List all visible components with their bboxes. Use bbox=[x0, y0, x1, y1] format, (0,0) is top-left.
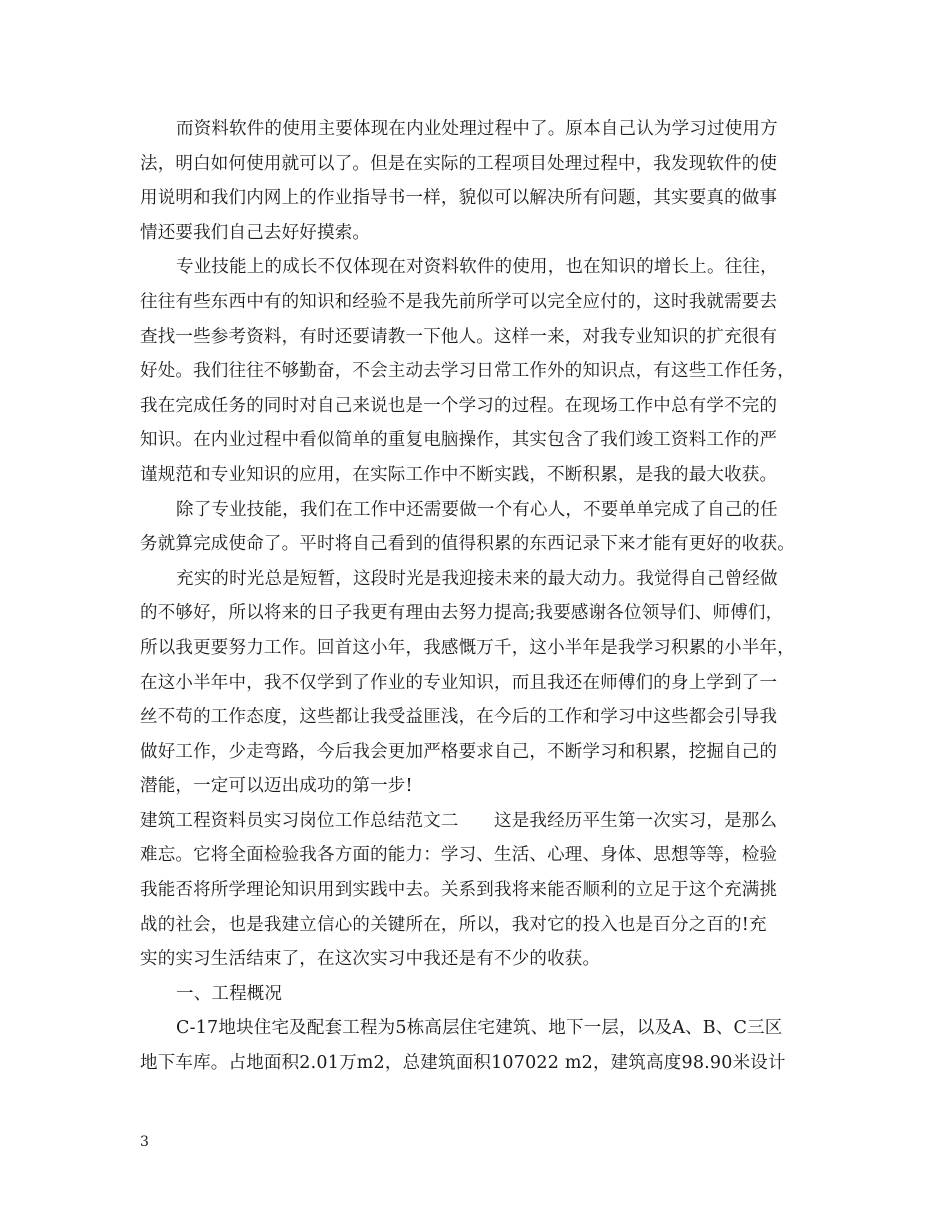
paragraph-line: C-17地块住宅及配套工程为5栋高层住宅建筑、地下一层，以及A、B、C三区 bbox=[176, 1018, 783, 1039]
paragraph-line: 好处。我们往往不够勤奋，不会主动去学习日常工作外的知识点，有这些工作任务， bbox=[140, 361, 795, 382]
paragraph-line: 难忘。它将全面检验我各方面的能力：学习、生活、心理、身体、思想等等，检验 bbox=[140, 845, 778, 866]
paragraph-line: 我能否将所学理论知识用到实践中去。关系到我将来能否顺利的立足于这个充满挑 bbox=[140, 880, 778, 901]
paragraph-line: 丝不苟的工作态度，这些都让我受益匪浅，在今后的工作和学习中这些都会引导我 bbox=[140, 707, 778, 728]
paragraph-line: 专业技能上的成长不仅体现在对资料软件的使用，也在知识的增长上。往往， bbox=[176, 257, 778, 278]
paragraph-line: 的不够好，所以将来的日子我更有理由去努力提高;我要感谢各位领导们、师傅们， bbox=[140, 603, 784, 624]
paragraph-line: 情还要我们自己去好好摸索。 bbox=[140, 222, 371, 243]
section-heading: 一、工程概况 bbox=[176, 983, 283, 1004]
page-number: 3 bbox=[140, 1134, 149, 1150]
paragraph-line: 法，明白如何使用就可以了。但是在实际的工程项目处理过程中，我发现软件的使 bbox=[140, 153, 778, 174]
paragraph-line: 查找一些参考资料，有时还要请教一下他人。这样一来，对我专业知识的扩充很有 bbox=[140, 326, 778, 347]
paragraph-line: 在这小半年中，我不仅学到了作业的专业知识，而且我还在师傅们的身上学到了一 bbox=[140, 672, 778, 693]
paragraph-line: 实的实习生活结束了，在这次实习中我还是有不少的收获。 bbox=[140, 949, 601, 970]
paragraph-line: 地下车库。占地面积2.01万m2，总建筑面积107022 m2，建筑高度98.90米设计 bbox=[140, 1053, 786, 1074]
paragraph-line: 用说明和我们内网上的作业指导书一样，貌似可以解决所有问题，其实要真的做事 bbox=[140, 188, 778, 209]
paragraph-line: 务就算完成使命了。平时将自己看到的值得积累的东西记录下来才能有更好的收获。 bbox=[140, 534, 795, 555]
paragraph-line: 战的社会，也是我建立信心的关键所在，所以，我对它的投入也是百分之百的!充 bbox=[140, 914, 767, 935]
paragraph-line: 知识。在内业过程中看似简单的重复电脑操作，其实包含了我们竣工资料工作的严 bbox=[140, 430, 778, 451]
paragraph-line: 往往有些东西中有的知识和经验不是我先前所学可以完全应付的，这时我就需要去 bbox=[140, 291, 778, 312]
paragraph-line: 所以我更要努力工作。回首这小年，我感慨万千，这小半年是我学习积累的小半年， bbox=[140, 637, 795, 658]
section-title-line: 建筑工程资料员实习岗位工作总结范文二 这是我经历平生第一次实习，是那么 bbox=[140, 810, 778, 831]
paragraph-line: 我在完成任务的同时对自己来说也是一个学习的过程。在现场工作中总有学不完的 bbox=[140, 395, 778, 416]
paragraph-line: 潜能，一定可以迈出成功的第一步! bbox=[140, 776, 413, 797]
paragraph-line: 充实的时光总是短暂，这段时光是我迎接未来的最大动力。我觉得自己曾经做 bbox=[176, 568, 778, 589]
document-body bbox=[140, 112, 812, 1081]
paragraph-line: 做好工作，少走弯路，今后我会更加严格要求自己，不断学习和积累，挖掘自己的 bbox=[140, 741, 778, 762]
paragraph-line: 除了专业技能，我们在工作中还需要做一个有心人，不要单单完成了自己的任 bbox=[176, 499, 778, 520]
paragraph-line: 谨规范和专业知识的应用，在实际工作中不断实践，不断积累，是我的最大收获。 bbox=[140, 464, 778, 485]
paragraph-line: 而资料软件的使用主要体现在内业处理过程中了。原本自己认为学习过使用方 bbox=[176, 119, 778, 139]
